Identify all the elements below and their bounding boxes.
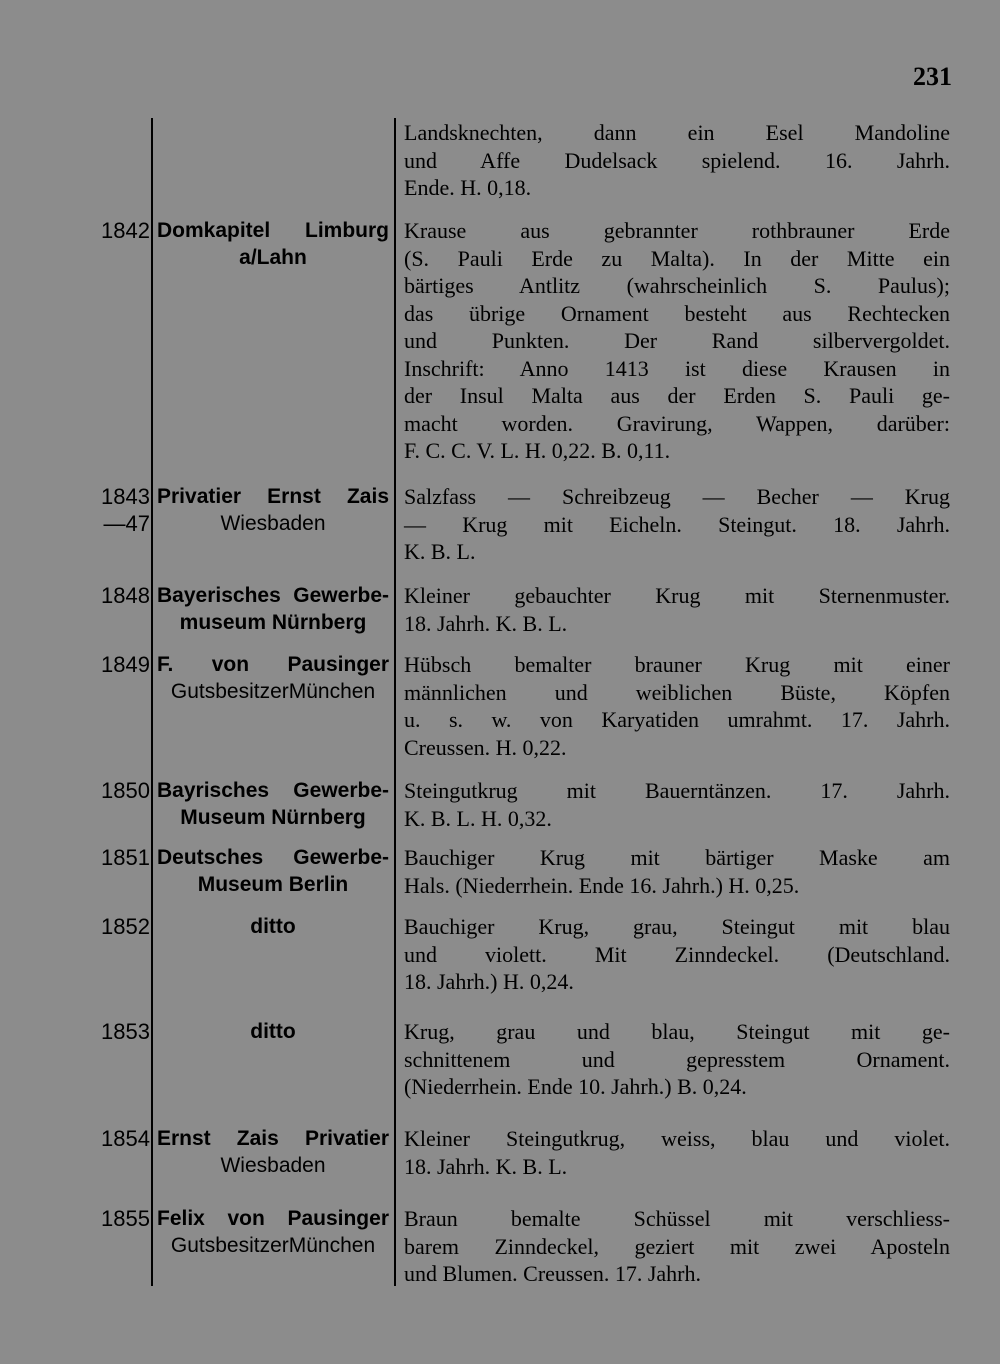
owner-line: ditto (250, 1020, 296, 1043)
entry-number: 1853 (101, 1019, 150, 1044)
description-line: männlichen und weiblichen Büste, Köpfen (404, 679, 950, 705)
description-line: Inschrift: Anno 1413 ist diese Krausen in (404, 355, 950, 381)
entry-number: 1849 (101, 652, 150, 677)
entry-description (404, 651, 950, 761)
owner-line: F. von Pausinger (157, 653, 389, 676)
description-line: Braun bemalte Schüssel mit verschliess- (404, 1206, 950, 1231)
description-line: 18. Jahrh. K. B. L. (404, 1153, 568, 1179)
entry-description (404, 483, 950, 566)
description-line: K. B. L. H. 0,32. (404, 805, 552, 831)
description-line: Hübsch bemalter brauner Krug mit einer (404, 652, 950, 677)
entry-number: 1852 (101, 914, 150, 939)
owner-line: Ernst Zais Privatier (157, 1127, 389, 1150)
description-line: schnittenem und gepresstem Ornament. (404, 1046, 950, 1072)
entry-description (404, 217, 950, 465)
column-rule-left (151, 118, 153, 1286)
owner-line: Wiesbaden (220, 1154, 326, 1177)
owner-line: Bayerisches Gewerbe- (157, 584, 389, 607)
description-line: u. s. w. von Karyatiden umrahmt. 17. Jahrh. (404, 707, 950, 732)
description-line: (S. Pauli Erde zu Malta). In der Mitte ein (404, 245, 950, 271)
description-line: Steingutkrug mit Bauerntänzen. 17. Jahrh. (404, 778, 950, 803)
entry-owner (157, 777, 389, 831)
description-line: Krug, grau und blau, Steingut mit ge- (404, 1019, 950, 1044)
entry-number: 1854 (101, 1126, 150, 1151)
owner-line: Privatier Ernst Zais (157, 485, 389, 508)
entry-owner (157, 913, 389, 940)
entry-number: 1851 (101, 845, 150, 870)
entry-description (404, 1205, 950, 1288)
entry-owner (157, 651, 389, 705)
description-line: der Insul Malta aus der Erden S. Pauli ge- (404, 383, 950, 408)
entry-owner (157, 844, 389, 898)
entry-owner (157, 1205, 389, 1259)
description-line: Salzfass — Schreibzeug — Becher — Krug (404, 484, 950, 509)
entry-description (404, 1018, 950, 1101)
description-line: F. C. C. V. L. H. 0,22. B. 0,11. (404, 438, 671, 463)
entry-description (404, 844, 950, 899)
owner-line: a/Lahn (239, 246, 307, 269)
entry-description (404, 582, 950, 637)
page-number: 231 (913, 62, 952, 91)
description-line: Creussen. H. 0,22. (404, 734, 567, 760)
description-line: Krause aus gebrannter rothbrauner Erde (404, 218, 950, 243)
owner-line: Wiesbaden (220, 512, 326, 535)
owner-line: Museum Berlin (197, 873, 349, 896)
description-line: K. B. L. (404, 539, 476, 564)
entry-number: 1848 (101, 583, 150, 608)
entry-description (404, 1125, 950, 1180)
description-line: und Affe Dudelsack spielend. 16. Jahrh. (404, 147, 950, 173)
description-line: macht worden. Gravirung, Wappen, darüber: (404, 410, 950, 436)
owner-line: Domkapitel Limburg (157, 219, 389, 242)
description-line: (Niederrhein. Ende 10. Jahrh.) B. 0,24. (404, 1074, 747, 1099)
description-line: das übrige Ornament besteht aus Rechtecken (404, 300, 950, 326)
owner-line: Deutsches Gewerbe- (157, 846, 389, 869)
description-line: 18. Jahrh. K. B. L. (404, 610, 568, 636)
owner-line: GutsbesitzerMünchen (170, 680, 376, 703)
entry-description (404, 913, 950, 996)
owner-line: GutsbesitzerMünchen (170, 1234, 376, 1257)
owner-line: Felix von Pausinger (157, 1207, 389, 1230)
entry-owner (157, 483, 389, 537)
entry-number: 1850 (101, 778, 150, 803)
description-line: und violett. Mit Zinndeckel. (Deutschland. (404, 941, 950, 967)
description-line: und Blumen. Creussen. 17. Jahrh. (404, 1261, 701, 1286)
entry-owner (157, 1125, 389, 1179)
description-line: Landsknechten, dann ein Esel Mandoline (404, 120, 950, 145)
description-line: bärtiges Antlitz (wahrscheinlich S. Paulus); (404, 273, 950, 298)
owner-line: Bayrisches Gewerbe- (157, 779, 389, 802)
description-line: Ende. H. 0,18. (404, 175, 532, 200)
entry-number: 1843 —47 (101, 484, 150, 536)
entry-owner (157, 582, 389, 636)
description-line: und Punkten. Der Rand silbervergoldet. (404, 328, 950, 353)
entry-owner (157, 1018, 389, 1045)
description-line: Kleiner gebauchter Krug mit Sternenmuster. (404, 583, 950, 608)
owner-line: museum Nürnberg (179, 611, 367, 634)
description-line: Bauchiger Krug, grau, Steingut mit blau (404, 914, 950, 939)
continuation-description (404, 119, 950, 202)
entry-description (404, 777, 950, 832)
description-line: 18. Jahrh.) H. 0,24. (404, 969, 574, 994)
description-line: — Krug mit Eicheln. Steingut. 18. Jahrh. (404, 511, 950, 537)
column-rule-right (394, 118, 396, 1286)
owner-line: Museum Nürnberg (180, 806, 366, 829)
description-line: Hals. (Niederrhein. Ende 16. Jahrh.) H. 0,25. (404, 872, 800, 898)
owner-line: ditto (250, 915, 296, 938)
entry-number: 1842 (101, 218, 150, 243)
entry-number: 1855 (101, 1206, 150, 1231)
description-line: barem Zinndeckel, geziert mit zwei Aposteln (404, 1233, 950, 1259)
description-line: Kleiner Steingutkrug, weiss, blau und violet. (404, 1126, 950, 1151)
entry-owner (157, 217, 389, 271)
description-line: Bauchiger Krug mit bärtiger Maske am (404, 845, 950, 870)
